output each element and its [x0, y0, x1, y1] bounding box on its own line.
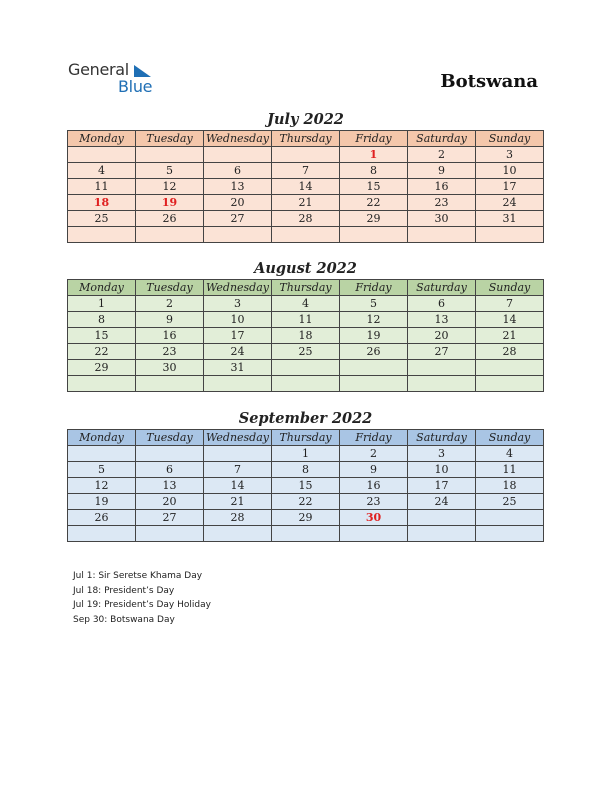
day-cell: 18	[476, 478, 544, 494]
weekday-header: Friday	[340, 280, 408, 296]
day-cell: 15	[340, 179, 408, 195]
week-row	[68, 478, 544, 494]
day-cell: 10	[408, 462, 476, 478]
day-cell: 19	[68, 494, 136, 510]
day-cell: 27	[408, 344, 476, 360]
month-july	[67, 110, 544, 243]
day-cell: 4	[272, 296, 340, 312]
day-cell: 8	[68, 312, 136, 328]
week-row	[68, 179, 544, 195]
day-cell: 5	[340, 296, 408, 312]
day-cell	[272, 147, 340, 163]
day-cell	[476, 227, 544, 243]
day-cell	[136, 526, 204, 542]
day-cell: 19	[340, 328, 408, 344]
week-row	[68, 526, 544, 542]
day-cell: 25	[68, 211, 136, 227]
day-cell	[408, 227, 476, 243]
day-cell: 24	[204, 344, 272, 360]
month-september	[67, 409, 544, 542]
day-cell	[476, 510, 544, 526]
day-cell: 3	[408, 446, 476, 462]
month-august	[67, 259, 544, 392]
day-cell	[340, 360, 408, 376]
holiday-note: Jul 18: President’s Day	[73, 585, 175, 596]
weekday-header: Saturday	[408, 131, 476, 147]
day-cell: 1	[340, 147, 408, 163]
weekday-header-row	[68, 131, 544, 147]
day-cell	[68, 526, 136, 542]
day-cell: 15	[272, 478, 340, 494]
weekday-header: Tuesday	[136, 430, 204, 446]
day-cell	[408, 526, 476, 542]
day-cell: 9	[408, 163, 476, 179]
generalblue-logo	[68, 60, 168, 96]
day-cell: 22	[68, 344, 136, 360]
day-cell: 25	[272, 344, 340, 360]
day-cell: 17	[204, 328, 272, 344]
day-cell: 31	[204, 360, 272, 376]
day-cell: 31	[476, 211, 544, 227]
weekday-header: Tuesday	[136, 131, 204, 147]
day-cell: 29	[272, 510, 340, 526]
day-cell: 27	[136, 510, 204, 526]
day-cell: 22	[272, 494, 340, 510]
day-cell: 10	[476, 163, 544, 179]
day-cell: 29	[68, 360, 136, 376]
calendar-grid	[67, 279, 544, 392]
day-cell: 14	[476, 312, 544, 328]
day-cell: 11	[68, 179, 136, 195]
weekday-header: Saturday	[408, 280, 476, 296]
weekday-header: Thursday	[272, 280, 340, 296]
day-cell: 2	[136, 296, 204, 312]
week-row	[68, 227, 544, 243]
day-cell: 21	[476, 328, 544, 344]
day-cell	[408, 376, 476, 392]
day-cell: 19	[136, 195, 204, 211]
day-cell: 1	[272, 446, 340, 462]
weekday-header: Wednesday	[204, 280, 272, 296]
day-cell: 12	[68, 478, 136, 494]
month-title: July 2022	[267, 111, 344, 128]
day-cell: 16	[340, 478, 408, 494]
week-row	[68, 494, 544, 510]
weekday-header: Thursday	[272, 430, 340, 446]
day-cell: 24	[408, 494, 476, 510]
day-cell	[136, 446, 204, 462]
country-title: Botswana	[440, 71, 538, 92]
weekday-header: Monday	[68, 280, 136, 296]
weekday-header-row	[68, 280, 544, 296]
day-cell: 13	[204, 179, 272, 195]
week-row	[68, 462, 544, 478]
day-cell: 2	[408, 147, 476, 163]
logo-triangle-icon	[134, 65, 152, 78]
week-row	[68, 328, 544, 344]
day-cell	[136, 376, 204, 392]
week-row	[68, 360, 544, 376]
day-cell: 8	[340, 163, 408, 179]
day-cell: 7	[204, 462, 272, 478]
holiday-note: Jul 19: President’s Day Holiday	[73, 600, 211, 610]
day-cell: 2	[340, 446, 408, 462]
weekday-header: Sunday	[476, 430, 544, 446]
day-cell: 6	[408, 296, 476, 312]
weekday-header: Monday	[68, 131, 136, 147]
day-cell	[476, 376, 544, 392]
week-row	[68, 446, 544, 462]
day-cell: 4	[476, 446, 544, 462]
day-cell: 3	[476, 147, 544, 163]
day-cell: 7	[272, 163, 340, 179]
day-cell: 22	[340, 195, 408, 211]
weekday-header: Monday	[68, 430, 136, 446]
week-row	[68, 376, 544, 392]
day-cell: 6	[204, 163, 272, 179]
day-cell: 15	[68, 328, 136, 344]
day-cell	[68, 147, 136, 163]
day-cell: 18	[68, 195, 136, 211]
day-cell: 20	[408, 328, 476, 344]
day-cell: 30	[408, 211, 476, 227]
day-cell	[272, 227, 340, 243]
day-cell: 12	[136, 179, 204, 195]
month-title: August 2022	[254, 260, 357, 277]
day-cell	[272, 526, 340, 542]
day-cell	[476, 526, 544, 542]
day-cell: 28	[476, 344, 544, 360]
day-cell: 20	[136, 494, 204, 510]
week-row	[68, 296, 544, 312]
day-cell: 25	[476, 494, 544, 510]
day-cell: 20	[204, 195, 272, 211]
day-cell: 17	[408, 478, 476, 494]
day-cell	[408, 360, 476, 376]
day-cell: 17	[476, 179, 544, 195]
calendar-grid	[67, 130, 544, 243]
day-cell: 9	[136, 312, 204, 328]
weekday-header: Wednesday	[204, 430, 272, 446]
day-cell: 23	[136, 344, 204, 360]
day-cell	[136, 147, 204, 163]
day-cell: 1	[68, 296, 136, 312]
week-row	[68, 344, 544, 360]
holiday-note: Sep 30: Botswana Day	[73, 614, 175, 625]
week-row	[68, 147, 544, 163]
weekday-header: Wednesday	[204, 131, 272, 147]
calendar-grid	[67, 429, 544, 542]
day-cell	[204, 526, 272, 542]
day-cell	[272, 360, 340, 376]
day-cell: 23	[408, 195, 476, 211]
day-cell: 28	[272, 211, 340, 227]
day-cell: 6	[136, 462, 204, 478]
day-cell: 21	[204, 494, 272, 510]
holiday-notes	[73, 569, 211, 627]
day-cell: 26	[68, 510, 136, 526]
day-cell: 21	[272, 195, 340, 211]
day-cell: 4	[68, 163, 136, 179]
week-row	[68, 195, 544, 211]
weekday-header: Saturday	[408, 430, 476, 446]
weekday-header: Thursday	[272, 131, 340, 147]
day-cell	[408, 510, 476, 526]
day-cell	[68, 376, 136, 392]
day-cell: 29	[340, 211, 408, 227]
day-cell	[68, 446, 136, 462]
holiday-note: Jul 1: Sir Seretse Khama Day	[73, 571, 203, 581]
week-row	[68, 510, 544, 526]
day-cell	[68, 227, 136, 243]
logo-text-blue: Blue	[118, 77, 153, 96]
day-cell: 27	[204, 211, 272, 227]
weekday-header: Sunday	[476, 280, 544, 296]
day-cell: 13	[136, 478, 204, 494]
month-title: September 2022	[238, 410, 373, 427]
day-cell: 30	[340, 510, 408, 526]
day-cell	[136, 227, 204, 243]
weekday-header: Friday	[340, 430, 408, 446]
week-row	[68, 312, 544, 328]
day-cell: 24	[476, 195, 544, 211]
day-cell	[340, 376, 408, 392]
day-cell: 28	[204, 510, 272, 526]
day-cell: 5	[136, 163, 204, 179]
weekday-header: Tuesday	[136, 280, 204, 296]
day-cell: 16	[408, 179, 476, 195]
day-cell: 3	[204, 296, 272, 312]
day-cell: 18	[272, 328, 340, 344]
day-cell: 30	[136, 360, 204, 376]
day-cell	[204, 227, 272, 243]
day-cell	[204, 147, 272, 163]
weekday-header: Sunday	[476, 131, 544, 147]
weekday-header-row	[68, 430, 544, 446]
day-cell: 14	[272, 179, 340, 195]
day-cell: 11	[272, 312, 340, 328]
day-cell: 9	[340, 462, 408, 478]
day-cell: 8	[272, 462, 340, 478]
day-cell	[204, 376, 272, 392]
day-cell: 11	[476, 462, 544, 478]
day-cell: 14	[204, 478, 272, 494]
day-cell: 10	[204, 312, 272, 328]
day-cell: 7	[476, 296, 544, 312]
day-cell	[272, 376, 340, 392]
day-cell: 5	[68, 462, 136, 478]
day-cell: 23	[340, 494, 408, 510]
week-row	[68, 211, 544, 227]
day-cell: 12	[340, 312, 408, 328]
logo-text-general: General	[68, 60, 129, 79]
day-cell: 16	[136, 328, 204, 344]
day-cell	[476, 360, 544, 376]
week-row	[68, 163, 544, 179]
weekday-header: Friday	[340, 131, 408, 147]
day-cell	[340, 227, 408, 243]
day-cell: 26	[340, 344, 408, 360]
day-cell: 26	[136, 211, 204, 227]
day-cell	[204, 446, 272, 462]
day-cell	[340, 526, 408, 542]
day-cell: 13	[408, 312, 476, 328]
